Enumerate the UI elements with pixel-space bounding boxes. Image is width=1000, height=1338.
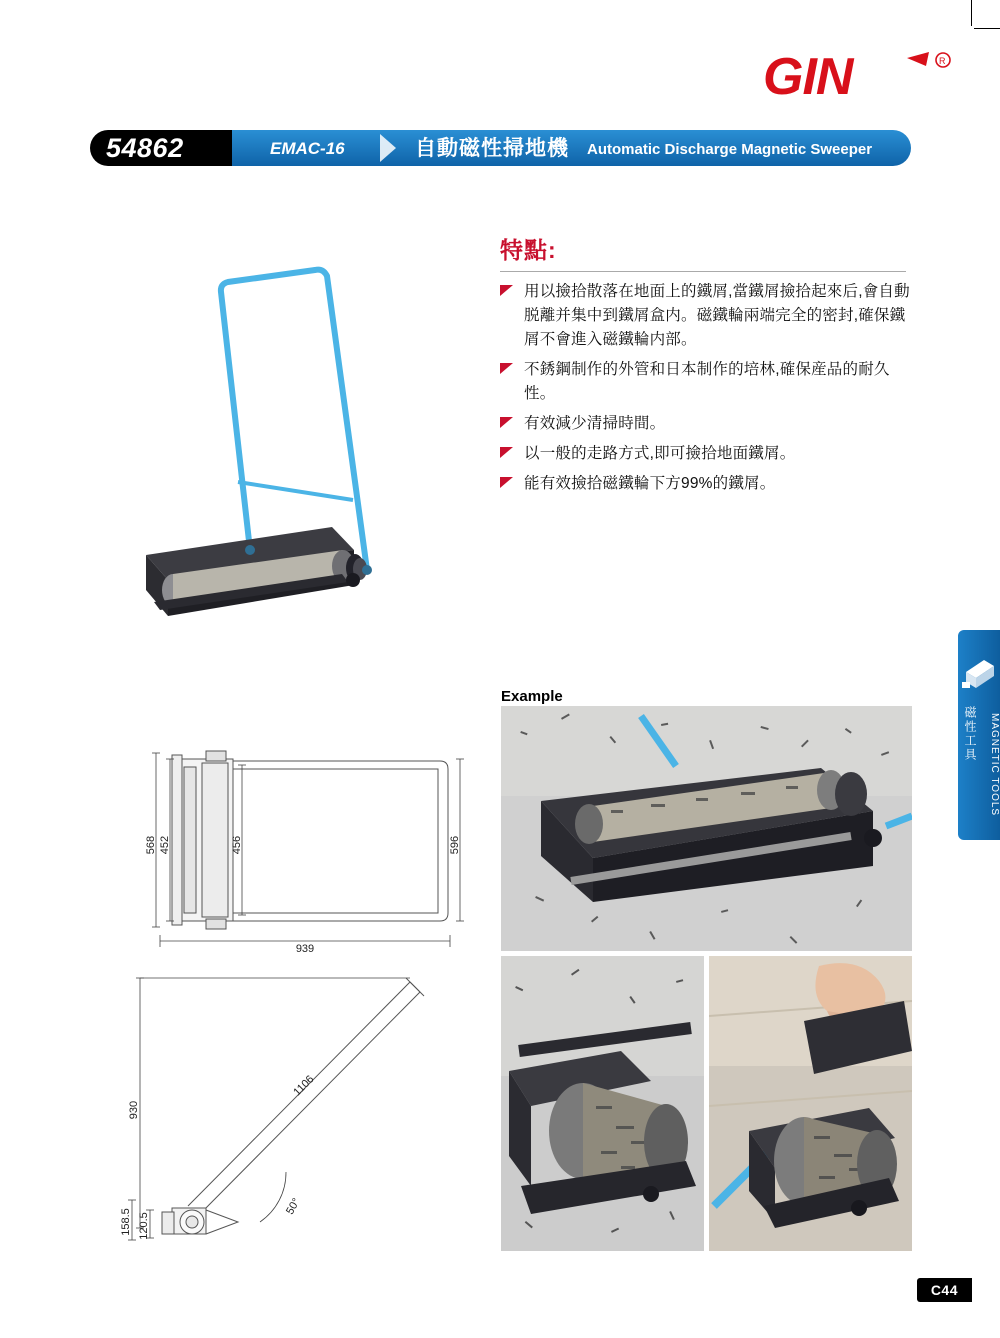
svg-text:R: R: [939, 56, 946, 66]
product-hero-image: [110, 250, 470, 680]
product-name-cn: 自動磁性掃地機: [415, 137, 569, 160]
feature-item: [500, 472, 910, 496]
feature-text: 以一般的走路方式,即可撿拾地面鐵屑。: [524, 445, 796, 463]
feature-item: [500, 358, 910, 406]
product-model: EMAC-16: [270, 139, 345, 158]
example-photo-hand-emptying: [709, 956, 912, 1251]
features-section: [500, 232, 910, 502]
bullet-triangle-icon: [500, 477, 513, 488]
feature-text: 不銹鋼制作的外管和日本制作的培林,確保産品的耐久性。: [524, 361, 890, 403]
product-name-en: Automatic Discharge Magnetic Sweeper: [587, 141, 873, 158]
brand-logo: [757, 50, 972, 106]
dim-120-5: 120.5: [138, 1212, 150, 1240]
crop-mark-top-right-h: [974, 28, 1000, 29]
features-heading: 特點:: [500, 237, 557, 263]
feature-text: 有效減少清掃時間。: [524, 415, 666, 433]
bullet-triangle-icon: [500, 417, 513, 428]
crop-mark-top-right: [971, 0, 972, 26]
dim-568: 568: [145, 835, 157, 855]
side-tab-label-en: MAGNETIC TOOLS: [989, 713, 1000, 817]
feature-item: [500, 280, 910, 352]
dim-452: 452: [159, 835, 171, 855]
dim-1106: 1106: [291, 1073, 317, 1099]
dim-930: 930: [128, 1100, 140, 1120]
dim-158-5: 158.5: [120, 1208, 132, 1236]
example-label: Example: [501, 688, 563, 705]
features-list: [500, 280, 910, 496]
bullet-triangle-icon: [500, 285, 513, 296]
technical-drawing-side-view: [110, 960, 480, 1260]
feature-text: 用以撿拾散落在地面上的鐵屑,當鐵屑撿拾起來后,會自動脱離并集中到鐵屑盒内。磁鐵輪兩端完全的密封,確保鐵屑不會進入磁鐵輪内部。: [524, 283, 910, 349]
category-side-tab[interactable]: [958, 630, 1000, 840]
magnet-tool-icon: [958, 638, 1000, 698]
feature-item: [500, 412, 910, 436]
example-photo-roller: [501, 956, 704, 1251]
feature-item: [500, 442, 910, 466]
bullet-triangle-icon: [500, 447, 513, 458]
example-photo-main: [501, 706, 912, 951]
bullet-triangle-icon: [500, 363, 513, 374]
dim-939: 939: [295, 943, 315, 955]
product-code: 54862: [106, 133, 184, 163]
technical-drawing-front-view: [120, 745, 480, 955]
dim-angle-50: 50°: [284, 1196, 303, 1217]
feature-text: 能有效撿拾磁鐵輪下方99%的鐵屑。: [524, 475, 776, 493]
dim-456: 456: [231, 835, 243, 855]
dim-596: 596: [449, 835, 461, 855]
features-divider: [500, 271, 906, 272]
product-title-bar: [90, 130, 911, 166]
svg-text:GIN: GIN: [763, 50, 853, 106]
side-tab-label-cn: 磁性工具: [963, 706, 977, 762]
page-number: C44: [917, 1278, 972, 1302]
chevron-right-icon: [380, 134, 396, 162]
